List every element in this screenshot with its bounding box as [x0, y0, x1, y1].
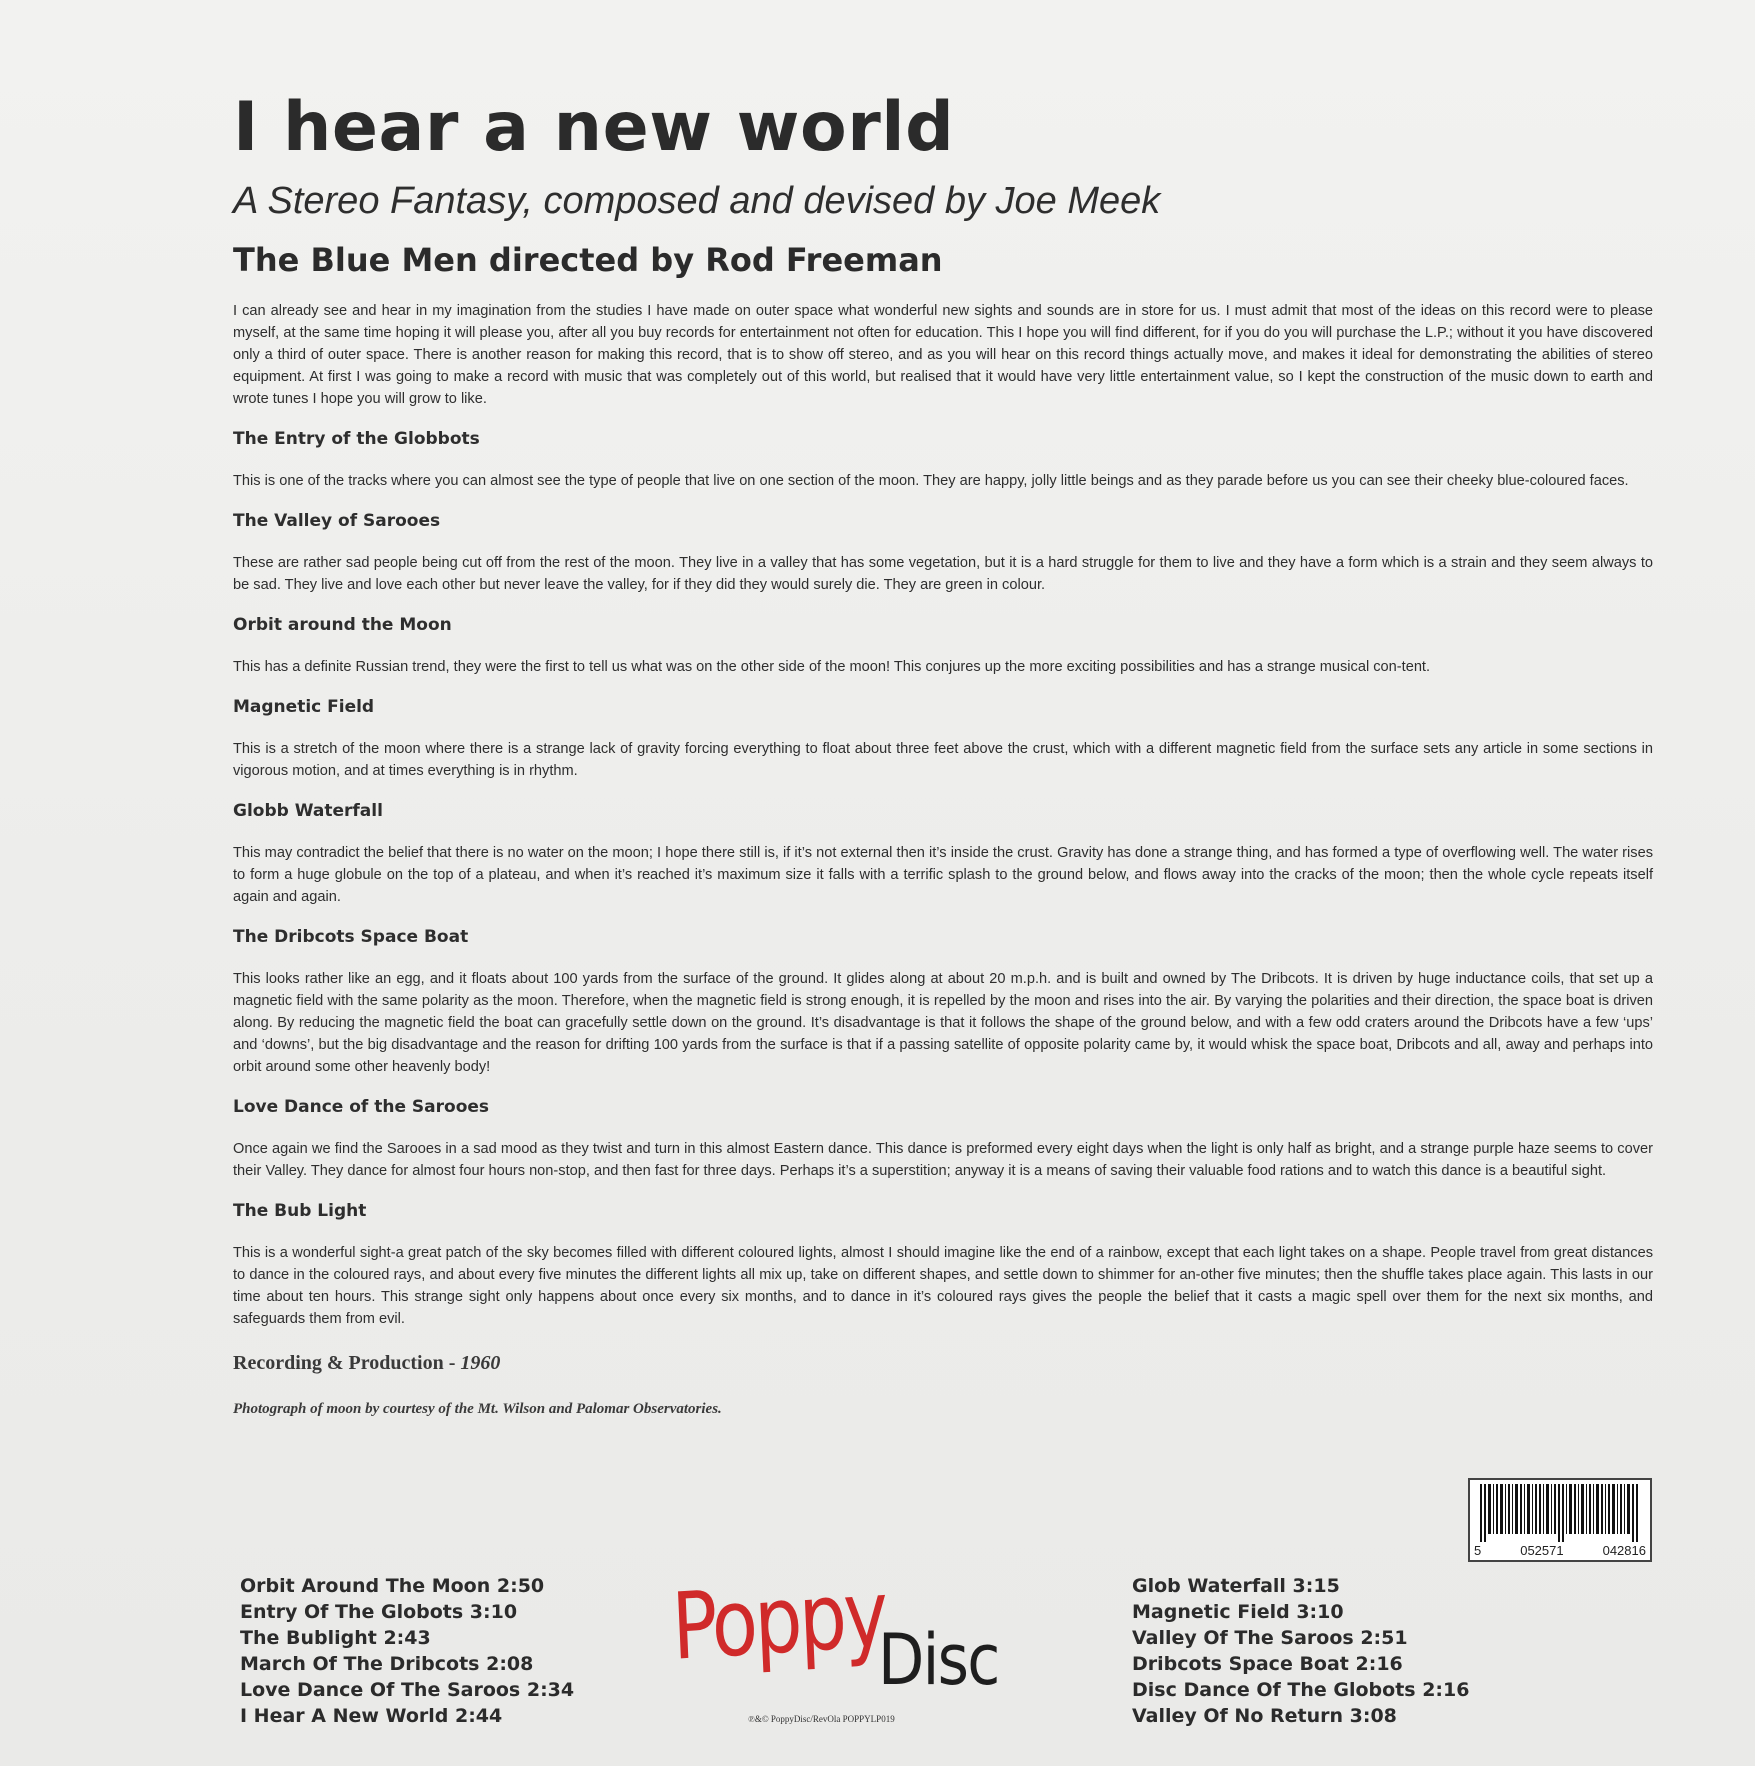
album-title: I hear a new world	[233, 88, 955, 167]
track-description: This is a stretch of the moon where there is a strange lack of gravity forcing everything to float about three feet above the crust, which with a different magnetic field from the surface sets any article in some sections in vigorous motion, and at times everything is in rhythm.	[233, 741, 1653, 779]
track-description: This may contradict the belief that there is no water on the moon; I hope there still is, if it’s not external then it’s inside the crust. Gravity has done a strange thing, and has formed a type of overflowing well. The water rises to form a huge globule on the top of a plateau, and when it’s reached it’s maximum size it falls with a terrific splash to the ground below, and flows away into the cracks of the moon; then the whole cycle repeats itself again and again.	[233, 845, 1653, 905]
track-description: This is a wonderful sight-a great patch of the sky becomes filled with different coloured lights, almost I should imagine like the end of a rainbow, except that each light takes on a shape. People travel from great distances to dance in the coloured rays, and about every five minutes the different lights all mix up, take on different shapes, and settle down to shimmer for an-other five minutes; then the shuffle takes place again. This lasts in our time about ten hours. This strange sight only happens about once every six months, and to dance in it’s coloured rays gives the people the belief that it casts a magic spell over them for the next six months, and safeguards them from evil.	[233, 1245, 1653, 1327]
tracklist-item: Love Dance Of The Saroos 2:34	[240, 1679, 575, 1701]
track-description: This has a definite Russian trend, they were the first to tell us what was on the other side of the moon! This conjures up the more exciting possibilities and has a strange musical con-tent.	[233, 659, 1431, 675]
copyright-line: ℗&© PoppyDisc/RevOla POPPYLP019	[748, 1714, 895, 1724]
tracklist-side-a	[240, 1573, 574, 1729]
track-heading: Magnetic Field	[233, 697, 375, 717]
track-note	[233, 510, 1653, 596]
poppydisc-logo	[669, 1560, 1030, 1728]
barcode-bars	[1480, 1484, 1644, 1542]
tracklist-item: Valley Of The Saroos 2:51	[1132, 1627, 1408, 1649]
logo-word-disc: Disc	[878, 1619, 999, 1701]
tracklist-item: Orbit Around The Moon 2:50	[240, 1575, 545, 1597]
tracklist-side-b	[1132, 1573, 1469, 1729]
track-description: These are rather sad people being cut off from the rest of the moon. They live in a valley that has some vegetation, but it is a hard struggle for them to live and they have a form which is a strain and they seem always to be sad. They live and love each other but never leave the valley, for if they did they would surely die. They are green in colour.	[233, 555, 1653, 593]
album-subtitle: A Stereo Fantasy, composed and devised by Joe Meek	[233, 180, 1161, 222]
track-note	[233, 428, 1653, 492]
production-credit	[233, 1352, 1653, 1375]
barcode	[1468, 1478, 1652, 1562]
tracklist-item: Valley Of No Return 3:08	[1132, 1705, 1397, 1727]
liner-notes	[233, 88, 1653, 1418]
tracklist-item: Glob Waterfall 3:15	[1132, 1575, 1340, 1597]
track-note	[233, 614, 1653, 678]
barcode-digit-first: 5	[1474, 1543, 1482, 1558]
tracklist-item: March Of The Dribcots 2:08	[240, 1653, 534, 1675]
tracklist-item: The Bublight 2:43	[240, 1627, 431, 1649]
barcode-digits	[1474, 1543, 1646, 1558]
tracklist-item: Dribcots Space Boat 2:16	[1132, 1653, 1403, 1675]
track-description: This is one of the tracks where you can almost see the type of people that live on one section of the moon. They are happy, jolly little beings and as they parade before us you can see their cheeky blue-coloured faces.	[233, 473, 1629, 489]
track-heading: The Bub Light	[233, 1201, 367, 1221]
tracklist-item: Entry Of The Globots 3:10	[240, 1601, 518, 1623]
tracklist-item: Magnetic Field 3:10	[1132, 1601, 1344, 1623]
tracklist-item: I Hear A New World 2:44	[240, 1705, 503, 1727]
track-note	[233, 696, 1653, 782]
tracklist-item: Disc Dance Of The Globots 2:16	[1132, 1679, 1470, 1701]
track-heading: The Dribcots Space Boat	[233, 927, 469, 947]
track-description: Once again we find the Sarooes in a sad mood as they twist and turn in this almost Eastern dance. This dance is preformed every eight days when the light is only half as bright, and a strange purple haze seems to cover their Valley. They dance for almost four hours non-stop, and then fast for three days. Perhaps it’s a superstition; anyway it is a means of saving their valuable food rations and to watch this dance is a beautiful sight.	[233, 1141, 1653, 1179]
track-note	[233, 1200, 1653, 1330]
track-heading: The Valley of Sarooes	[233, 511, 441, 531]
track-note	[233, 1096, 1653, 1182]
track-note	[233, 800, 1653, 908]
credit-label: Recording & Production -	[233, 1352, 461, 1374]
track-heading: The Entry of the Globbots	[233, 429, 480, 449]
logo-word-poppy: Poppy	[669, 1560, 888, 1681]
director-line: The Blue Men directed by Rod Freeman	[233, 241, 943, 279]
credit-year: 1960	[460, 1352, 501, 1374]
track-heading: Love Dance of the Sarooes	[233, 1097, 490, 1117]
track-description: This looks rather like an egg, and it floats about 100 yards from the surface of the ground. It glides along at about 20 m.p.h. and is built and owned by The Dribcots. It is driven by huge inductance coils, that set up a magnetic field with the same polarity as the moon. Therefore, when the magnetic field is strong enough, it is repelled by the moon and rises into the air. By varying the polarities and their direction, the space boat is driven along. By reducing the magnetic field the boat can gracefully settle down on the ground. It’s disadvantage is that it follows the shape of the ground below, and with a few odd craters around the Dribcots have a few ‘ups’ and ‘downs’, but the big disadvantage and the reason for drifting 100 yards from the surface is that if a passing satellite of opposite polarity came by, it would whisk the space boat, Dribcots and all, away and perhaps into orbit around some other heavenly body!	[233, 971, 1653, 1075]
track-heading: Orbit around the Moon	[233, 615, 452, 635]
barcode-group-right: 042816	[1602, 1543, 1646, 1558]
intro-paragraph: I can already see and hear in my imagination from the studies I have made on outer space what wonderful new sights and sounds are in store for us. I must admit that most of the ideas on this record were to please myself, at the same time hoping it will please you, after all you buy records for entertainment not often for education. This I hope you will find different, for if you do you will purchase the L.P.; without it you have discovered only a third of outer space. There is another reason for making this record, that is to show off stereo, and as you will hear on this record things actually move, and makes it ideal for demonstrating the abilities of stereo equipment. At first I was going to make a record with music that was completely out of this world, but realised that it would have very little entertainment value, so I kept the construction of the music down to earth and wrote tunes I hope you will grow to like.	[233, 303, 1653, 407]
track-note	[233, 926, 1653, 1078]
barcode-group-left: 052571	[1520, 1543, 1564, 1558]
photo-credit: Photograph of moon by courtesy of the Mt. Wilson and Palomar Observatories.	[233, 1401, 722, 1417]
track-heading: Globb Waterfall	[233, 801, 383, 821]
